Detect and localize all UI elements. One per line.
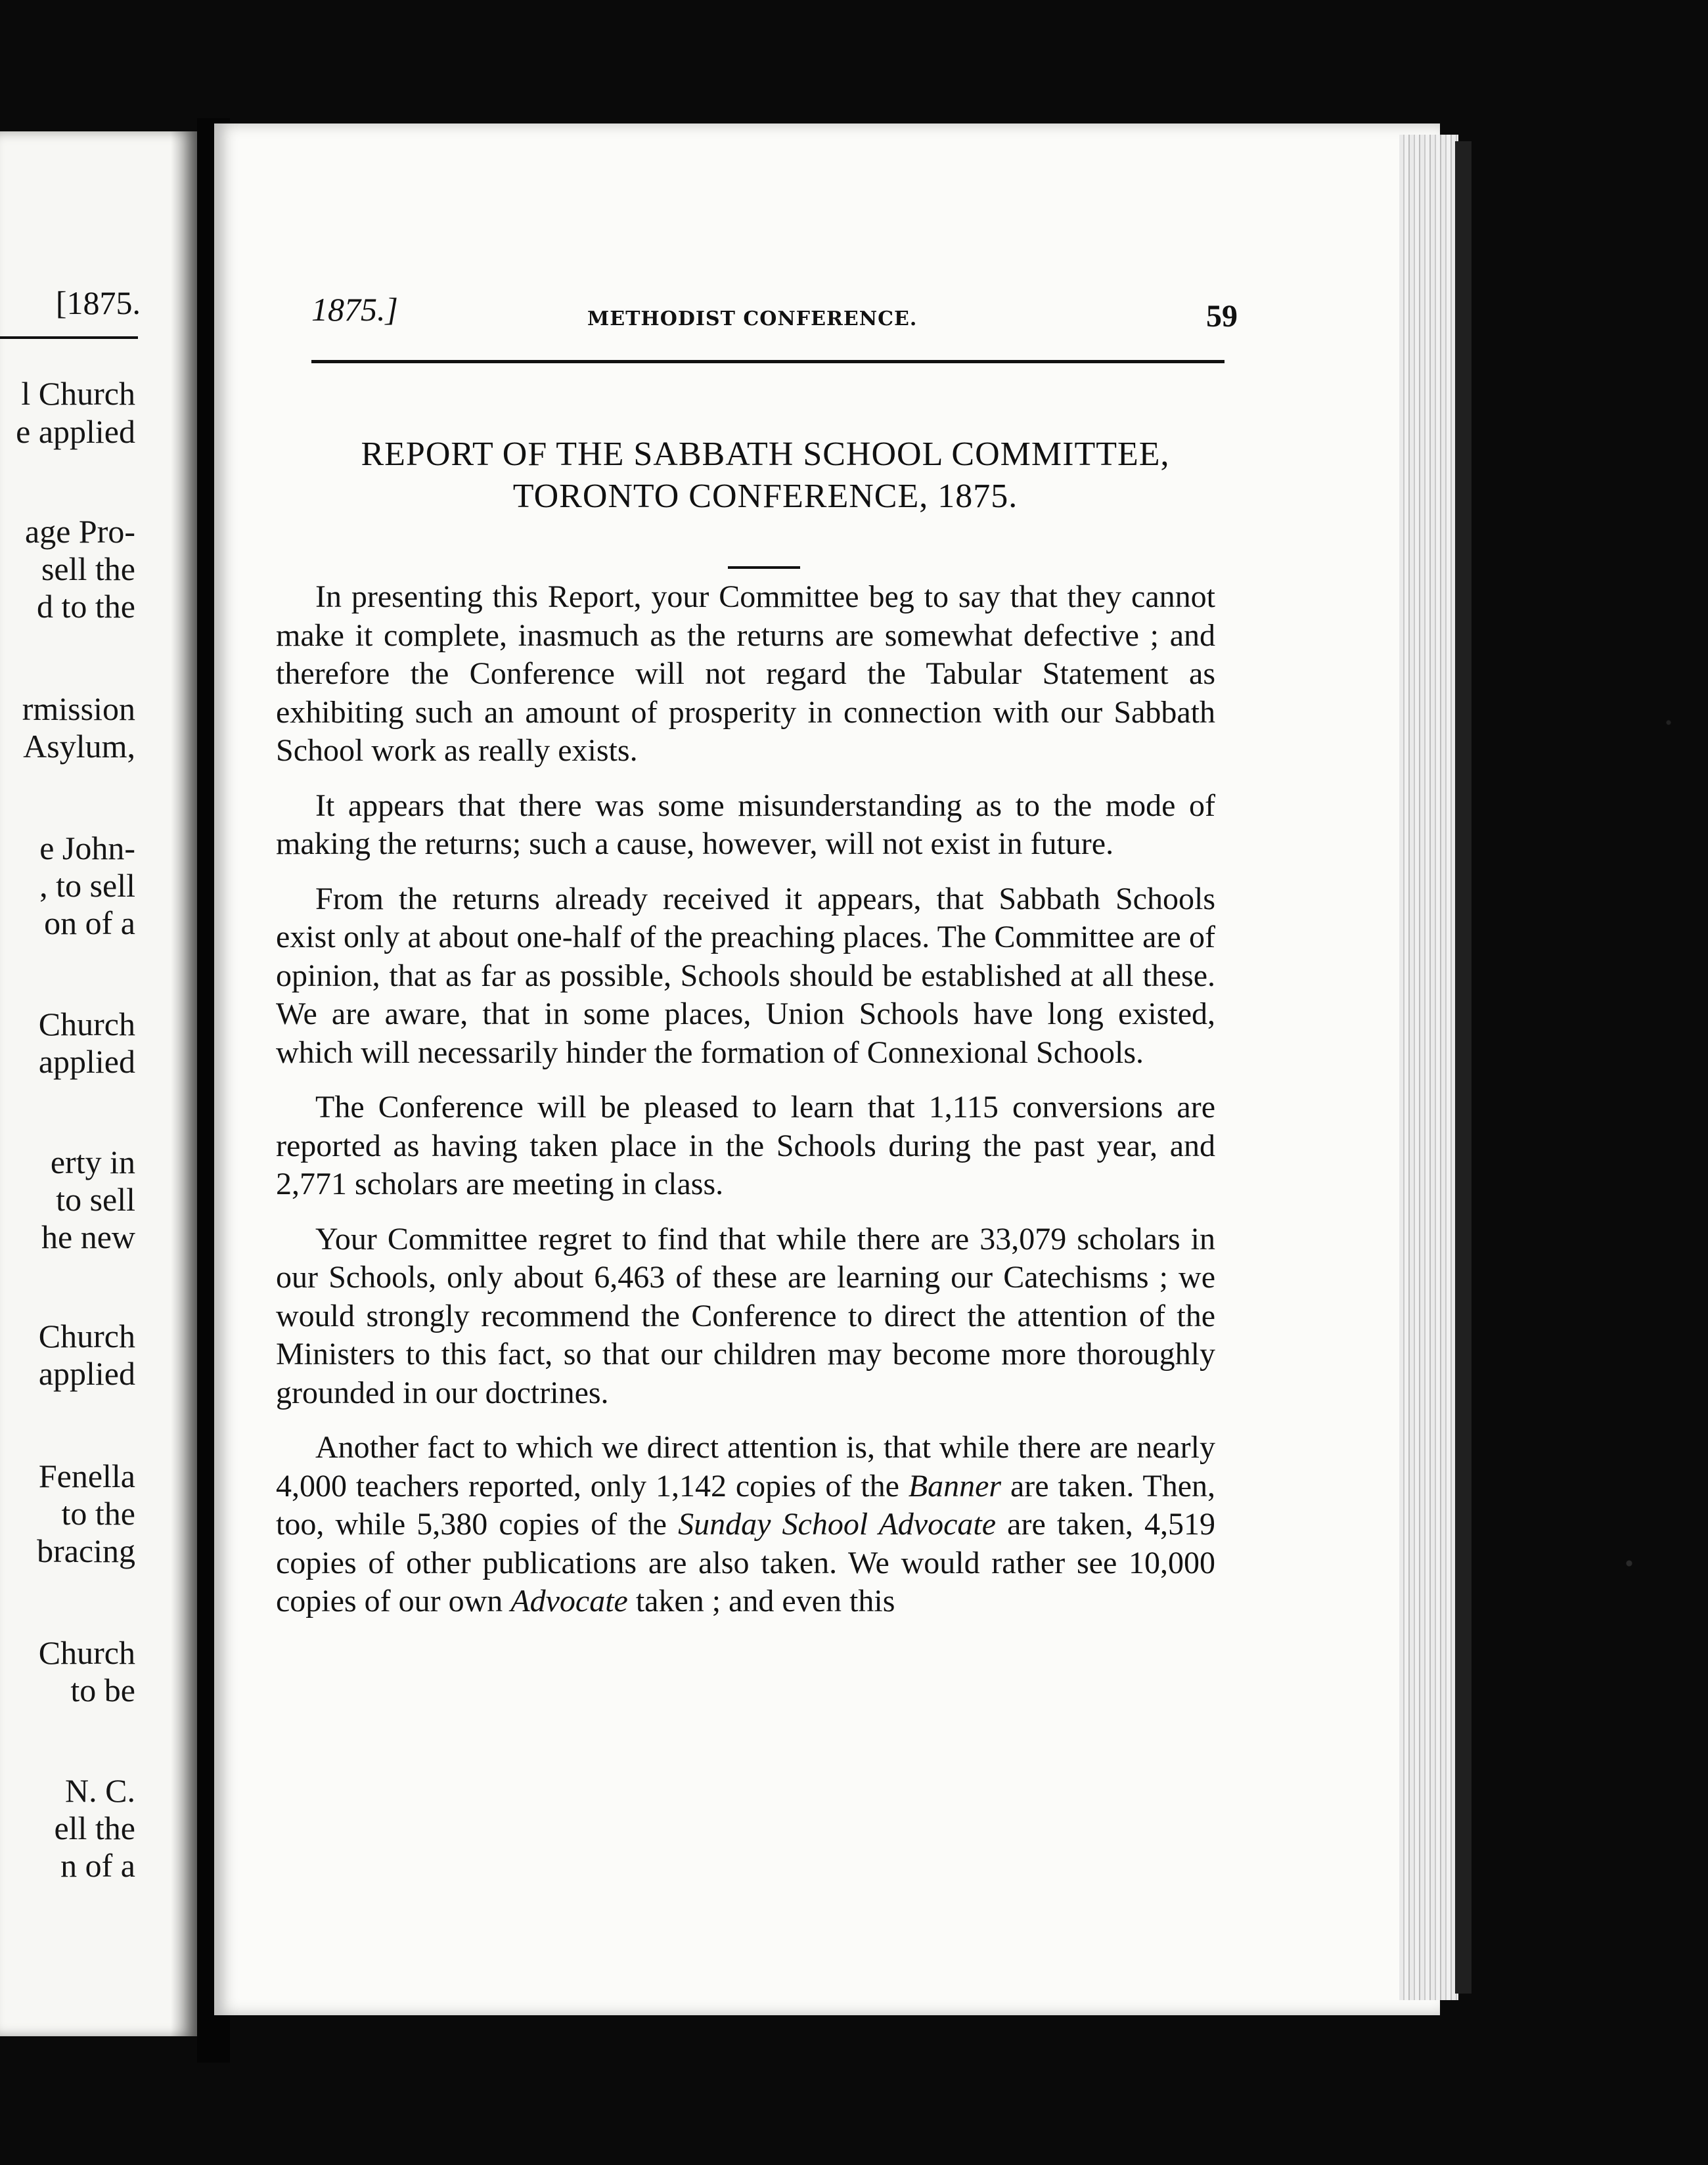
paragraph-3: From the returns already received it appears, that Sabbath Schools exist only at about one-half of the preaching places. The Committee are of opinion, that as far as possible, Schools should be established at all these. We are aware, that in some places, Union Schools have long existed, which will necessarily hinder the formation of Connexional Schools. <box>276 881 1215 1070</box>
running-head-title: METHODIST CONFERENCE. <box>587 307 918 330</box>
left-page-fragment: bracing <box>37 1532 135 1569</box>
paragraph-6 <box>276 1429 1215 1621</box>
left-page-fragment: to the <box>61 1495 135 1532</box>
page-edges <box>1399 135 1458 2000</box>
report-title <box>282 434 1248 518</box>
paragraph-6-part-e: are taken, 4,519 copies of other publications are also taken. We would rather see 10,000 copies of our own <box>276 1507 1215 1618</box>
left-page-fragment: he new <box>41 1218 135 1255</box>
left-page-fragment: rmission <box>22 690 135 727</box>
left-page-fragment: sell the <box>41 550 135 587</box>
left-page-fragment: Church <box>38 1634 135 1671</box>
left-page-fragment: Church <box>38 1006 135 1042</box>
left-page-fragment: on of a <box>44 904 135 941</box>
running-head <box>311 282 1238 335</box>
left-page-fragment: to be <box>70 1672 135 1708</box>
left-page-fragment: Church <box>38 1318 135 1354</box>
left-page <box>0 131 197 2036</box>
report-title-line-2: TORONTO CONFERENCE, 1875. <box>512 478 1018 515</box>
left-page-fragment: e John- <box>39 830 135 866</box>
left-page-fragment: age Pro- <box>25 513 135 550</box>
left-page-fragment: , to sell <box>39 867 135 904</box>
paragraph-2: It appears that there was some misunderstanding as to the mode of making the returns; such a cause, however, will not exist in future. <box>276 788 1215 861</box>
left-header-rule <box>0 336 138 339</box>
left-page-fragment: erty in <box>50 1144 135 1180</box>
left-running-head: [1875. <box>55 284 141 321</box>
sunday-school-advocate-title: Sunday School Advocate <box>678 1507 997 1542</box>
paragraph-6-part-a: Another fact to which we direct attention is, that while there are nearly 4,000 teachers reported, only 1,142 copies of the <box>276 1430 1215 1504</box>
left-page-fragment: n of a <box>60 1847 135 1884</box>
paragraph-1: In presenting this Report, your Committee beg to say that they cannot make it complete, inasmuch as the returns are somewhat defective ; and therefore the Conference will not regard the Tabular Statement as exhibiting such an amount of prosperity in connection with our Sabbath School work as really exists. <box>276 579 1215 768</box>
left-page-fragment: N. C. <box>65 1772 135 1809</box>
left-page-fragment: Asylum, <box>23 728 135 765</box>
left-page-fragment: ell the <box>54 1810 135 1846</box>
page-number: 59 <box>1206 299 1238 334</box>
spine-shadow <box>171 131 197 2036</box>
left-page-fragment: Fenella <box>38 1458 135 1494</box>
left-page-fragment: e applied <box>16 413 135 450</box>
page-edges-shadow <box>1455 141 1472 1994</box>
running-head-year: 1875.] <box>311 291 398 328</box>
report-title-line-1: REPORT OF THE SABBATH SCHOOL COMMITTEE, <box>361 435 1170 473</box>
report-body <box>276 578 1215 1621</box>
left-page-fragment: d to the <box>37 588 135 625</box>
paragraph-4: The Conference will be pleased to learn that 1,115 conversions are reported as having taken place in the Schools during the past year, and 2,771 scholars are meeting in class. <box>276 1090 1215 1201</box>
paragraph-5: Your Committee regret to find that while there are 33,079 scholars in our Schools, only about 6,463 of these are learning our Catechisms ; we would strongly recommend the Conference to direct the attention of the Ministers to this fact, so that our children may become more thoroughly grounded in our doctrines. <box>276 1221 1215 1410</box>
paragraph-6-part-g: taken ; and even this <box>627 1584 895 1618</box>
left-page-fragment: applied <box>38 1355 135 1392</box>
banner-title: Banner <box>908 1468 1002 1504</box>
paragraph-6-part-c: are taken. Then, too, while 5,380 copies of the <box>276 1468 1216 1542</box>
left-page-fragment: applied <box>38 1043 135 1080</box>
advocate-title: Advocate <box>510 1584 628 1618</box>
header-rule <box>311 360 1225 363</box>
title-rule <box>728 566 800 569</box>
left-page-fragment: l Church <box>21 375 135 412</box>
left-page-fragment: to sell <box>56 1181 135 1218</box>
